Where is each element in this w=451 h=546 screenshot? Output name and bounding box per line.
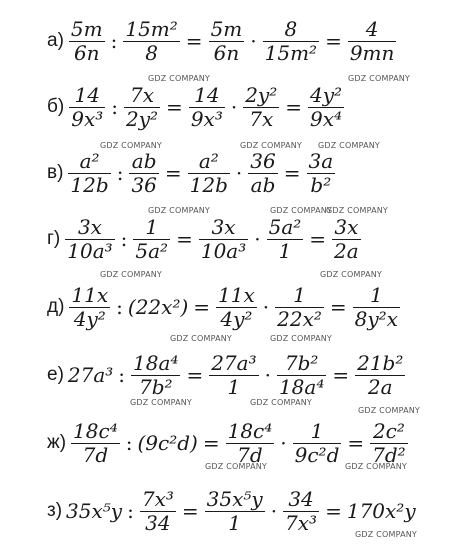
fraction bbox=[189, 84, 225, 130]
denominator: 7d bbox=[82, 442, 109, 467]
expression-term: 170x²y bbox=[346, 499, 416, 523]
operator: = bbox=[325, 499, 342, 523]
item-label: ж) bbox=[47, 432, 67, 453]
operator: : bbox=[116, 295, 123, 319]
fraction bbox=[308, 84, 344, 130]
numerator: ab bbox=[131, 149, 157, 174]
denominator: 15m² bbox=[264, 40, 318, 65]
watermark: GDZ COMPANY bbox=[348, 74, 411, 83]
operator: = bbox=[309, 227, 327, 251]
fraction bbox=[69, 18, 105, 64]
numerator: 1 bbox=[145, 215, 159, 240]
operator: = bbox=[325, 29, 342, 53]
fraction bbox=[188, 150, 230, 196]
equation-row bbox=[0, 140, 451, 206]
fraction bbox=[129, 150, 158, 196]
numerator: 27a³ bbox=[211, 351, 257, 376]
numerator: 1 bbox=[369, 283, 383, 308]
fraction bbox=[209, 352, 258, 398]
fraction bbox=[133, 216, 170, 262]
numerator: 8 bbox=[284, 17, 298, 42]
watermark: GDZ COMPANY bbox=[130, 398, 193, 407]
fraction bbox=[205, 488, 265, 534]
operator: · bbox=[235, 161, 243, 185]
numerator: 5a² bbox=[268, 215, 302, 240]
operator: = bbox=[202, 431, 220, 455]
fraction bbox=[209, 18, 245, 64]
numerator: 11x bbox=[71, 283, 109, 308]
numerator: 18c⁴ bbox=[227, 419, 273, 444]
denominator: 8 bbox=[145, 40, 158, 65]
numerator: 4 bbox=[365, 17, 379, 42]
numerator: 18c⁴ bbox=[73, 419, 118, 444]
item-label: е) bbox=[47, 364, 64, 385]
equation-row bbox=[0, 274, 451, 340]
operator: · bbox=[250, 29, 257, 53]
denominator: 9x⁴ bbox=[310, 106, 343, 131]
denominator: 8y²x bbox=[354, 306, 398, 331]
operator: · bbox=[280, 431, 287, 455]
equation bbox=[68, 420, 411, 466]
watermark: GDZ COMPANY bbox=[250, 398, 313, 407]
fraction bbox=[277, 352, 326, 398]
numerator: 36 bbox=[250, 149, 276, 174]
operator: · bbox=[264, 363, 271, 387]
denominator: 5a² bbox=[135, 238, 169, 263]
watermark: GDZ COMPANY bbox=[345, 462, 408, 471]
equation bbox=[65, 150, 338, 196]
fraction bbox=[353, 284, 400, 330]
fraction bbox=[348, 18, 397, 64]
equation bbox=[64, 488, 418, 534]
denominator: 12b bbox=[70, 172, 109, 197]
denominator: 1 bbox=[227, 374, 241, 399]
numerator: 3x bbox=[334, 215, 359, 240]
denominator: 6n bbox=[213, 40, 240, 65]
item-label: з) bbox=[47, 500, 63, 521]
operator: = bbox=[176, 227, 193, 251]
watermark: GDZ COMPANY bbox=[170, 334, 233, 343]
operator: : bbox=[111, 95, 118, 119]
operator: = bbox=[283, 161, 301, 185]
fraction bbox=[267, 216, 304, 262]
operator: · bbox=[254, 227, 261, 251]
fraction bbox=[199, 216, 248, 262]
denominator: 9c²d bbox=[294, 442, 340, 467]
denominator: 6n bbox=[73, 40, 100, 65]
denominator: 7b² bbox=[138, 374, 173, 399]
fraction bbox=[370, 420, 408, 466]
operator: = bbox=[164, 161, 182, 185]
fraction bbox=[263, 18, 319, 64]
expression-term: 27a³ bbox=[67, 363, 114, 387]
equation-row bbox=[0, 342, 451, 408]
denominator: 9mn bbox=[349, 40, 395, 65]
fraction bbox=[124, 84, 160, 130]
numerator: 3a bbox=[308, 149, 334, 174]
denominator: 2a bbox=[367, 374, 393, 399]
operator: : bbox=[127, 499, 134, 523]
operator: : bbox=[110, 29, 118, 53]
equation-row bbox=[0, 74, 451, 140]
numerator: a² bbox=[198, 149, 219, 174]
watermark: GDZ COMPANY bbox=[270, 206, 333, 215]
watermark: GDZ COMPANY bbox=[320, 270, 383, 279]
watermark: GDZ COMPANY bbox=[240, 141, 303, 150]
numerator: 11x bbox=[218, 283, 255, 308]
operator: = bbox=[166, 95, 183, 119]
fraction bbox=[332, 216, 361, 262]
operator: · bbox=[270, 499, 278, 523]
operator: = bbox=[332, 363, 350, 387]
numerator: 1 bbox=[293, 283, 306, 308]
denominator: 10a³ bbox=[200, 238, 247, 263]
operator: = bbox=[193, 295, 211, 319]
fraction bbox=[69, 284, 110, 330]
denominator: 9x³ bbox=[71, 106, 104, 131]
numerator: 18a⁴ bbox=[133, 351, 179, 376]
numerator: 21b² bbox=[357, 351, 404, 376]
fraction bbox=[307, 150, 336, 196]
denominator: 4y² bbox=[73, 306, 106, 331]
denominator: 1 bbox=[228, 510, 242, 535]
numerator: 7x bbox=[130, 83, 155, 108]
denominator: 7x³ bbox=[285, 510, 318, 535]
watermark: GDZ COMPANY bbox=[100, 141, 163, 150]
fraction bbox=[216, 284, 257, 330]
numerator: 7b² bbox=[284, 351, 319, 376]
numerator: 3x bbox=[77, 215, 102, 240]
operator: : bbox=[120, 227, 128, 251]
operator: = bbox=[186, 363, 204, 387]
fraction bbox=[123, 18, 179, 64]
watermark: GDZ COMPANY bbox=[100, 270, 163, 279]
operator: · bbox=[230, 95, 238, 119]
denominator: 7x bbox=[249, 106, 274, 131]
operator: = bbox=[285, 95, 303, 119]
numerator: 14 bbox=[74, 83, 100, 108]
fraction bbox=[65, 216, 114, 262]
numerator: 5m bbox=[70, 17, 103, 42]
expression-term: (9c²d) bbox=[137, 431, 198, 455]
fraction bbox=[68, 150, 110, 196]
expression-term: (22x²) bbox=[127, 295, 189, 319]
watermark: GDZ COMPANY bbox=[270, 334, 333, 343]
numerator: 35x⁵y bbox=[206, 487, 263, 512]
numerator: 5m bbox=[210, 17, 243, 42]
denominator: b² bbox=[310, 172, 332, 197]
numerator: 2c² bbox=[372, 419, 405, 444]
denominator: 18a⁴ bbox=[278, 374, 325, 399]
watermark: GDZ COMPANY bbox=[148, 74, 211, 83]
item-label: д) bbox=[47, 296, 65, 317]
denominator: 2y² bbox=[126, 106, 159, 131]
numerator: 15m² bbox=[125, 17, 178, 42]
numerator: 7x³ bbox=[141, 487, 174, 512]
numerator: a² bbox=[79, 149, 100, 174]
numerator: 34 bbox=[288, 487, 314, 512]
denominator: 34 bbox=[145, 510, 171, 535]
equation-row bbox=[0, 8, 451, 74]
denominator: 12b bbox=[189, 172, 228, 197]
operator: · bbox=[262, 295, 270, 319]
fraction bbox=[248, 150, 277, 196]
fraction bbox=[131, 352, 180, 398]
equation bbox=[66, 18, 400, 64]
equation bbox=[66, 284, 403, 330]
watermark: GDZ COMPANY bbox=[358, 406, 421, 415]
watermark: GDZ COMPANY bbox=[205, 462, 268, 471]
watermark: GDZ COMPANY bbox=[318, 141, 381, 150]
operator: = bbox=[329, 295, 347, 319]
fraction bbox=[69, 84, 105, 130]
denominator: 9x³ bbox=[190, 106, 223, 131]
item-label: в) bbox=[47, 162, 64, 183]
denominator: 36 bbox=[131, 172, 157, 197]
operator: = bbox=[181, 499, 199, 523]
expression-term: 35x⁵y bbox=[66, 499, 123, 523]
denominator: 2a bbox=[334, 238, 359, 263]
numerator: 14 bbox=[194, 83, 220, 108]
numerator: 4y² bbox=[310, 83, 343, 108]
denominator: 1 bbox=[278, 238, 292, 263]
operator: = bbox=[347, 431, 365, 455]
operator: : bbox=[116, 161, 124, 185]
numerator: 3x bbox=[211, 215, 236, 240]
fraction bbox=[355, 352, 405, 398]
denominator: ab bbox=[250, 172, 276, 197]
denominator: 10a³ bbox=[67, 238, 113, 263]
watermark: GDZ COMPANY bbox=[148, 206, 211, 215]
operator: = bbox=[185, 29, 203, 53]
item-label: а) bbox=[47, 30, 64, 51]
equation-row bbox=[0, 206, 451, 272]
item-label: г) bbox=[47, 228, 61, 249]
fraction bbox=[275, 284, 324, 330]
equation bbox=[66, 352, 408, 398]
numerator: 1 bbox=[310, 419, 324, 444]
watermark: GDZ COMPANY bbox=[355, 530, 418, 539]
denominator: 4y² bbox=[220, 306, 253, 331]
operator: : bbox=[118, 363, 126, 387]
denominator: 22x² bbox=[277, 306, 322, 331]
fraction bbox=[226, 420, 275, 466]
operator: : bbox=[125, 431, 133, 455]
watermark: GDZ COMPANY bbox=[326, 206, 389, 215]
denominator: 7d bbox=[237, 442, 263, 467]
fraction bbox=[283, 488, 319, 534]
denominator: 7d² bbox=[372, 442, 406, 467]
fraction bbox=[71, 420, 120, 466]
fraction bbox=[140, 488, 176, 534]
fraction bbox=[293, 420, 342, 466]
numerator: 2y² bbox=[245, 83, 278, 108]
equation bbox=[62, 216, 363, 262]
equation bbox=[66, 84, 347, 130]
item-label: б) bbox=[47, 96, 65, 117]
fraction bbox=[243, 84, 279, 130]
